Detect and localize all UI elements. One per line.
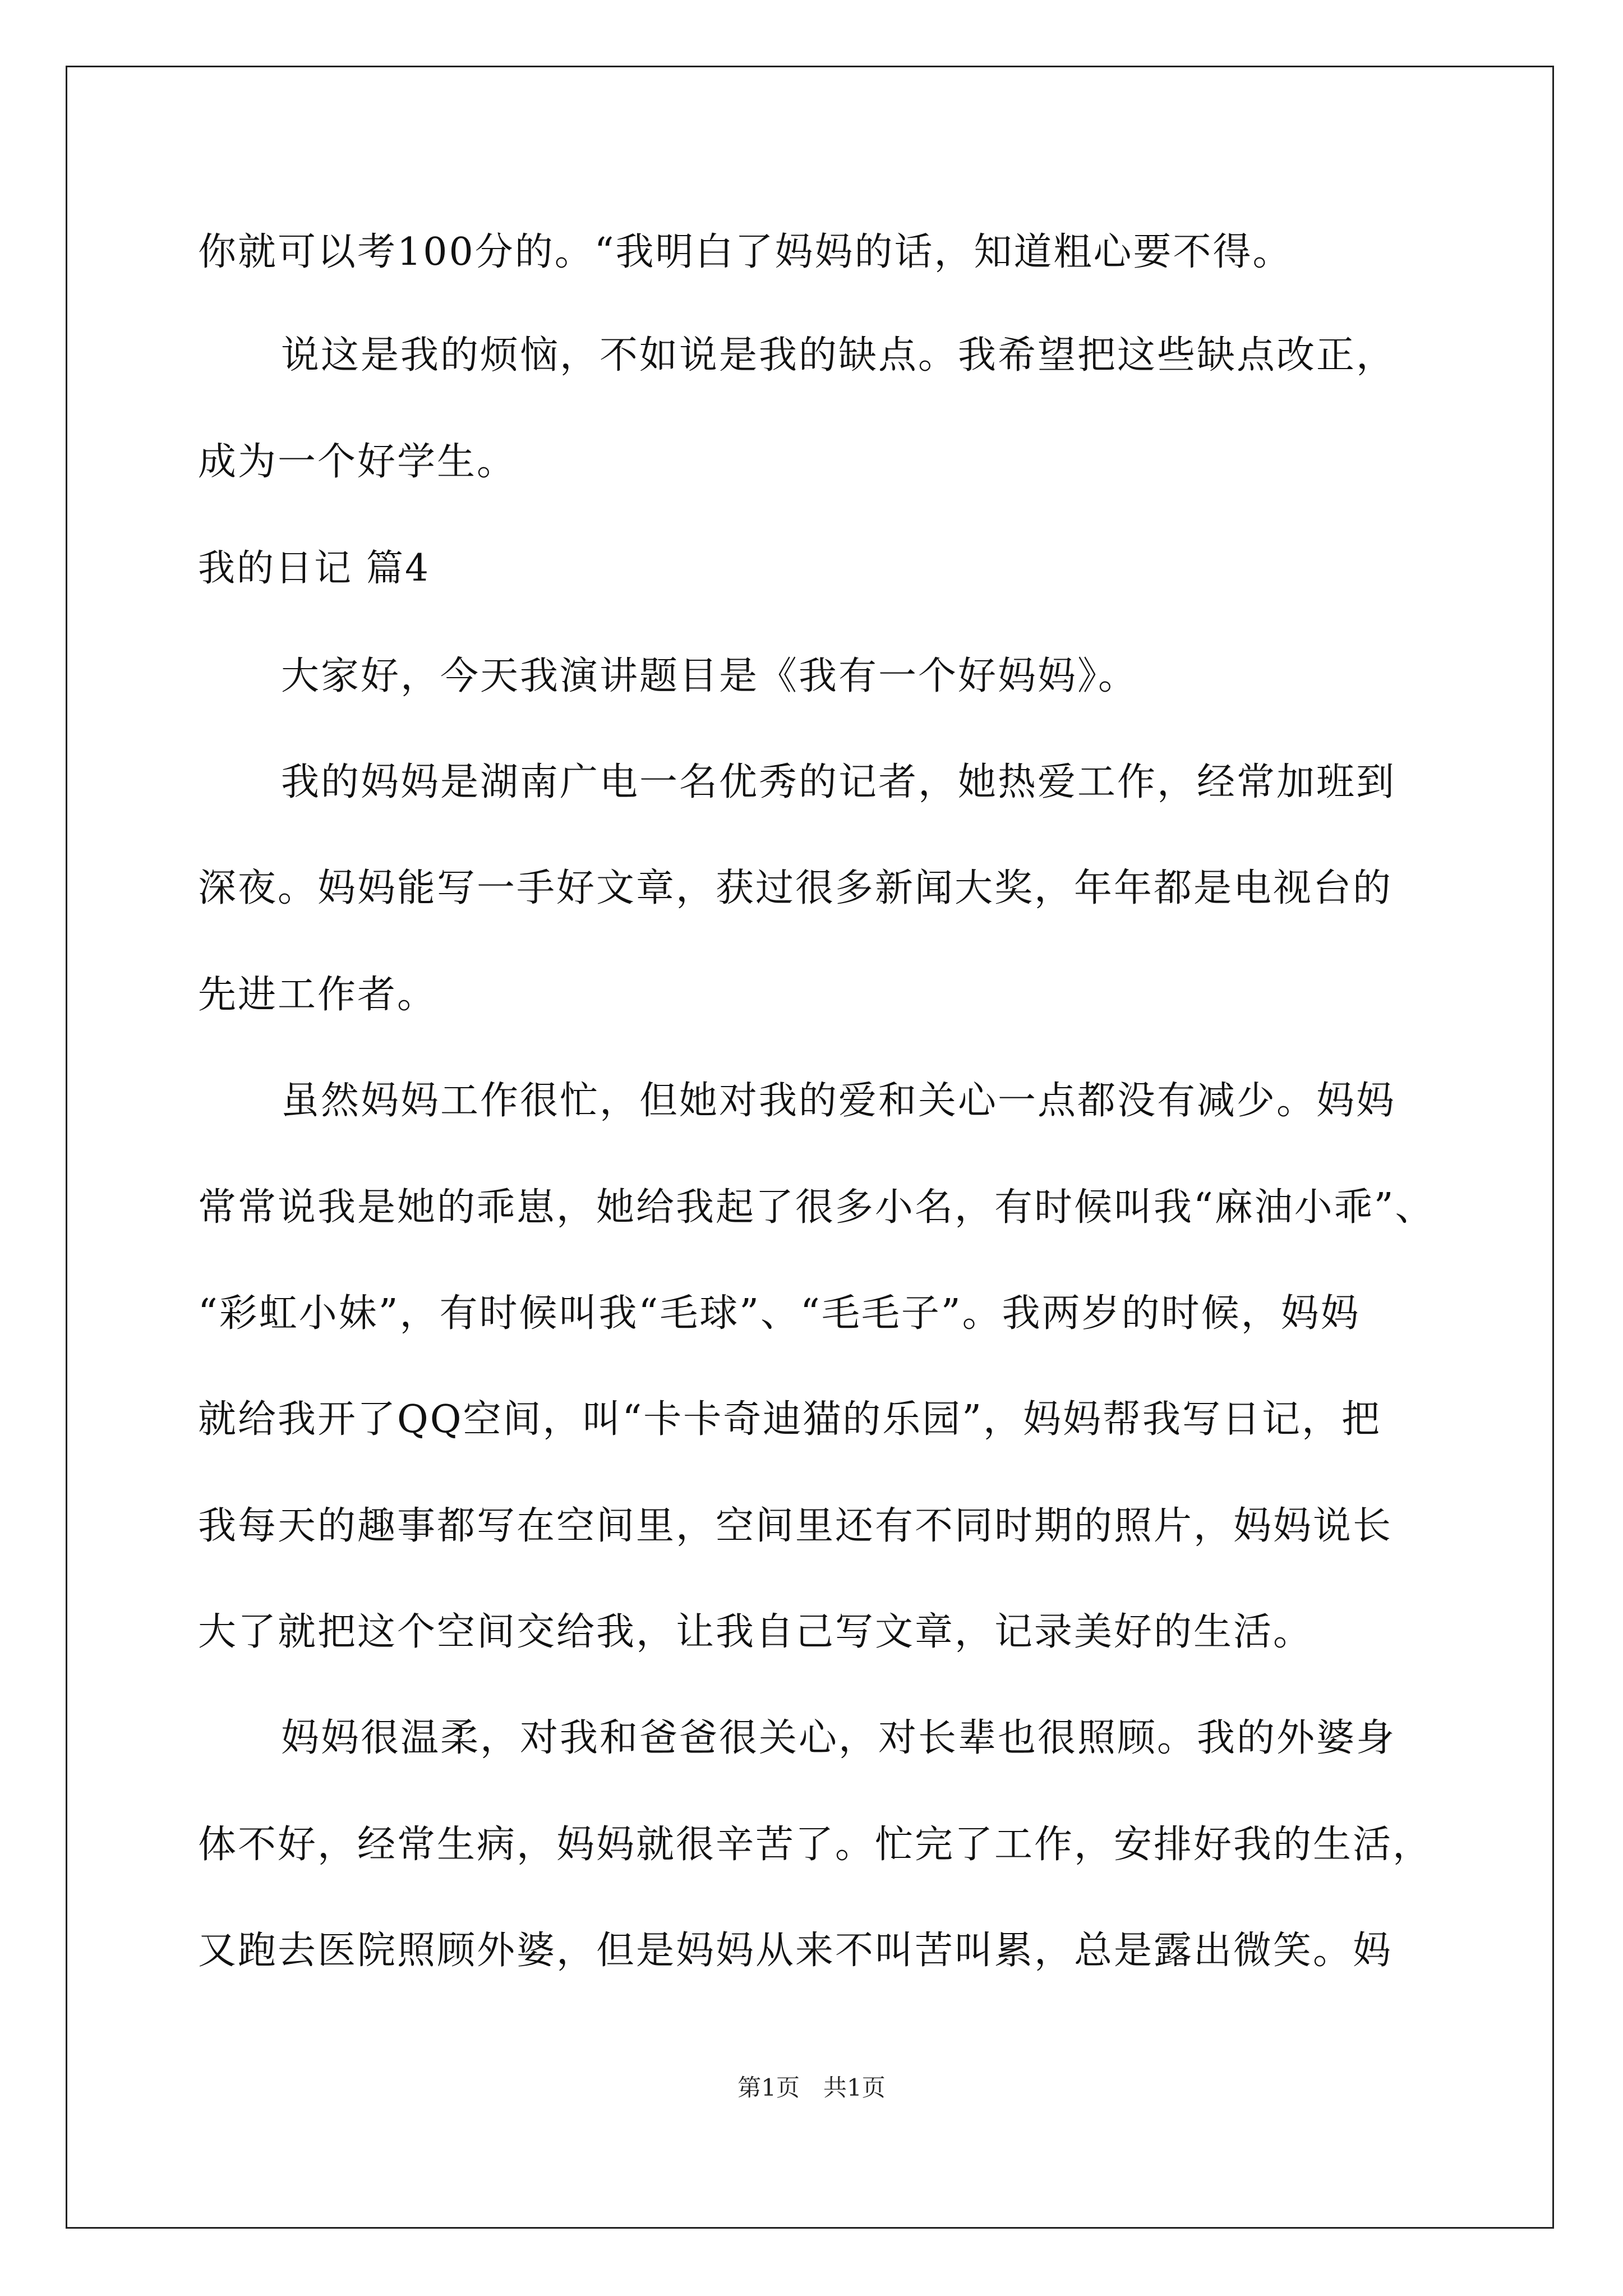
text-line: 体不好，经常生病，妈妈就很辛苦了。忙完了工作，安排好我的生活，: [198, 1823, 1433, 1867]
text-line: 你就可以考100分的。“我明白了妈妈的话，知道粗心要不得。: [198, 230, 1293, 274]
page-border: [66, 66, 1554, 2229]
page-number-footer: 第1页 共1页: [737, 2074, 886, 2101]
text-line: 说这是我的烦恼，不如说是我的缺点。我希望把这些缺点改正，: [281, 333, 1396, 378]
text-line: 我的妈妈是湖南广电一名优秀的记者，她热爱工作，经常加班到: [281, 760, 1396, 804]
text-line: 我每天的趣事都写在空间里，空间里还有不同时期的照片，妈妈说长: [198, 1504, 1393, 1548]
text-line: “彩虹小妹”，有时候叫我“毛球”、“毛毛子”。我两岁的时候，妈妈: [198, 1291, 1361, 1336]
text-line: 大了就把这个空间交给我，让我自己写文章，记录美好的生活。: [198, 1610, 1313, 1654]
section-heading: 我的日记 篇4: [198, 546, 430, 590]
text-line: 就给我开了QQ空间，叫“卡卡奇迪猫的乐园”，妈妈帮我写日记，把: [198, 1397, 1382, 1442]
text-line: 深夜。妈妈能写一手好文章，获过很多新闻大奖，年年都是电视台的: [198, 866, 1393, 910]
text-line: 常常说我是她的乖崽，她给我起了很多小名，有时候叫我“麻油小乖”、: [198, 1185, 1435, 1230]
text-line: 先进工作者。: [198, 973, 437, 1017]
text-line: 又跑去医院照顾外婆，但是妈妈从来不叫苦叫累，总是露出微笑。妈: [198, 1929, 1393, 1973]
text-line: 虽然妈妈工作很忙，但她对我的爱和关心一点都没有减少。妈妈: [281, 1079, 1396, 1123]
text-line: 妈妈很温柔，对我和爸爸很关心，对长辈也很照顾。我的外婆身: [281, 1716, 1396, 1760]
text-line: 大家好，今天我演讲题目是《我有一个好妈妈》。: [281, 654, 1138, 698]
text-line: 成为一个好学生。: [198, 440, 517, 484]
